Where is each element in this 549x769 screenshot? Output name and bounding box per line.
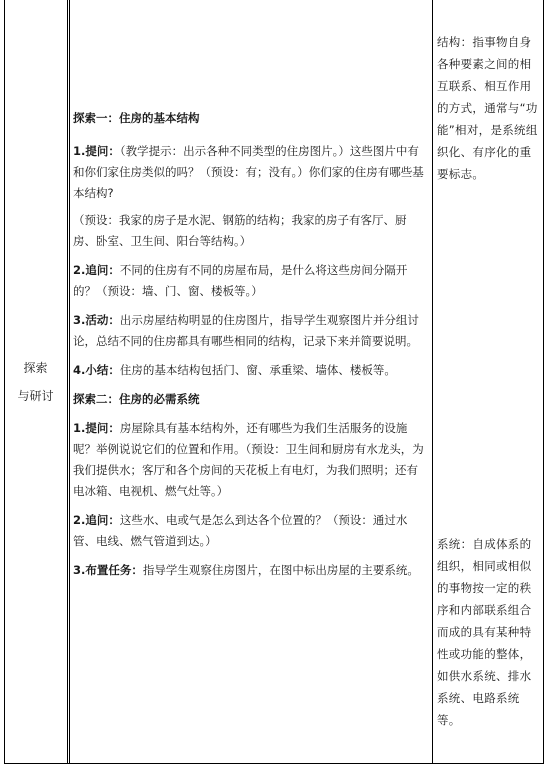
stage-label-line2: 与研讨 bbox=[17, 389, 54, 403]
explore1-item2-text: 不同的住房有不同的房屋布局，是什么将这些房间分隔开的？（预设：墙、门、窗、楼板等。） bbox=[73, 263, 408, 298]
explore2-item1-text: 房屋除具有基本结构外，还有哪些为我们生活服务的设施呢？举例说说它们的位置和作用。（预设：卫生间和厨房有水龙头，为我们提供水；客厅和各个房间的天花板上有电灯，为我们照明；还有电冰箱、电视机、燃气灶等。） bbox=[73, 421, 424, 498]
teaching-content bbox=[73, 108, 429, 581]
explore2-item2-label: 2.追问： bbox=[73, 513, 120, 527]
explore1-item3 bbox=[73, 310, 429, 352]
explore1-item3-text: 出示房屋结构明显的住房图片，指导学生观察图片并分组讨论，总结不同的住房都具有哪些相同的结构，记录下来并简要说明。 bbox=[73, 313, 419, 348]
explore1-item4-text: 住房的基本结构包括门、窗、承重梁、墙体、楼板等。 bbox=[119, 363, 396, 377]
note-structure: 结构：指事物自身各种要素之间的相互联系、相互作用的方式，通常与“功能”相对，是系统组织化、有序化的重要标志。 bbox=[437, 35, 538, 181]
explore2-item3-label: 3.布置任务： bbox=[73, 563, 143, 577]
note-system: 系统：自成体系的组织，相同或相似的事物按一定的秩序和内部联系组合而成的具有某种特性或功能的整体，如供水系统、排水系统、电路系统等。 bbox=[437, 537, 532, 727]
explore1-item1-label: 1.提问： bbox=[73, 144, 120, 158]
table-divider-1-double bbox=[69, 0, 70, 764]
explore1-item2 bbox=[73, 260, 429, 302]
explore1-item4 bbox=[73, 360, 429, 381]
table-divider-2 bbox=[432, 0, 433, 764]
stage-label-line1: 探索 bbox=[23, 361, 48, 375]
explore1-title: 探索一：住房的基本结构 bbox=[73, 111, 200, 125]
table-divider-1 bbox=[67, 0, 68, 764]
explore2-item2 bbox=[73, 510, 429, 552]
explore1-item3-label: 3.活动： bbox=[73, 313, 120, 327]
explore2-item1 bbox=[73, 418, 429, 502]
stage-label-cell bbox=[4, 0, 67, 764]
explore1-item1-text: （教学提示：出示各种不同类型的住房图片。）这些图片中有和你们家住房类似的吗？（预设：有；没有。）你们家的住房有哪些基本结构? bbox=[73, 144, 424, 200]
explore1-item4-label: 4.小结： bbox=[73, 363, 120, 377]
explore1-item1 bbox=[73, 141, 429, 204]
explore2-title: 探索二：住房的必需系统 bbox=[73, 392, 200, 406]
explore1-item1-preset: （预设：我家的房子是水泥、钢筋的结构；我家的房子有客厅、厨房、卧室、卫生间、阳台等结构。） bbox=[73, 213, 407, 248]
explore2-item2-text: 这些水、电或气是怎么到达各个位置的？（预设：通过水管、电线、燃气管道到达。） bbox=[73, 513, 408, 548]
explore1-item2-label: 2.追问： bbox=[73, 263, 120, 277]
explore2-item3-text: 指导学生观察住房图片，在图中标出房屋的主要系统。 bbox=[142, 563, 419, 577]
explore2-item1-label: 1.提问： bbox=[73, 421, 120, 435]
explore2-item3 bbox=[73, 560, 429, 581]
